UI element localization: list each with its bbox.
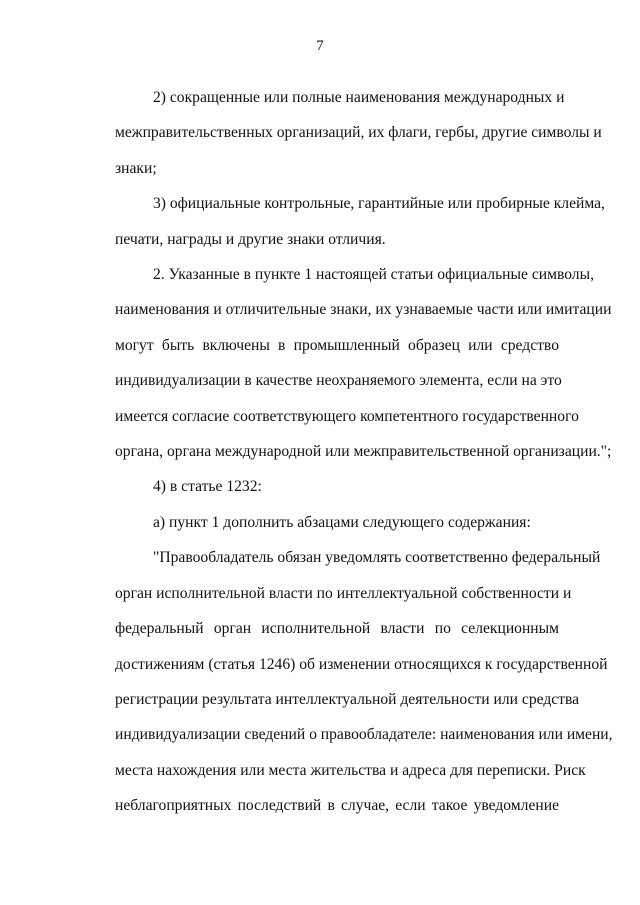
text-line: 4) в статье 1232:	[153, 478, 262, 496]
text-line: "Правообладатель обязан уведомлять соответственно федеральный	[153, 549, 601, 567]
page-number: 7	[316, 38, 324, 54]
text-line: неблагоприятных последствий в случае, если такое уведомление	[115, 797, 559, 815]
text-line: наименования и отличительные знаки, их узнаваемые части или имитации	[115, 301, 612, 319]
text-line: 2. Указанные в пункте 1 настоящей статьи официальные символы,	[153, 266, 594, 284]
text-line: знаки;	[115, 159, 157, 177]
document-body	[77, 80, 613, 824]
text-line: печати, награды и другие знаки отличия.	[115, 230, 386, 248]
paragraph-rightholder-duty	[77, 540, 613, 823]
text-line: регистрации результата интеллектуальной деятельности или средства	[115, 690, 580, 708]
text-line: места нахождения или места жительства и адреса для переписки. Риск	[115, 761, 586, 779]
paragraph-item-3-hallmarks	[77, 186, 605, 257]
text-line: 2) сокращенные или полные наименования международных и	[153, 89, 565, 106]
text-line: могут быть включены в промышленный образец или средство	[115, 336, 559, 354]
text-line: федеральный орган исполнительной власти по селекционным	[115, 620, 559, 638]
text-line: имеется согласие соответствующего компетентного государственного	[115, 407, 579, 425]
paragraph-item-2-names	[77, 80, 602, 186]
text-line: индивидуализации в качестве неохраняемого элемента, если на это	[115, 372, 562, 390]
text-line: органа, органа международной или межправительственной организации.";	[115, 443, 612, 461]
text-line: межправительственных организаций, их флаги, гербы, другие символы и	[115, 124, 602, 142]
text-line: 3) официальные контрольные, гарантийные или пробирные клейма,	[153, 195, 605, 213]
text-line: достижениям (статья 1246) об изменении относящихся к государственной	[115, 655, 608, 673]
paragraph-subitem-a	[77, 505, 559, 540]
text-line: индивидуализации сведений о правообладателе: наименования или имени,	[115, 726, 613, 744]
paragraph-item-4-article-1232	[77, 469, 559, 504]
text-line: а) пункт 1 дополнить абзацами следующего содержания:	[153, 513, 531, 531]
text-line: орган исполнительной власти по интеллектуальной собственности и	[115, 584, 572, 602]
paragraph-clause-2	[77, 257, 612, 469]
